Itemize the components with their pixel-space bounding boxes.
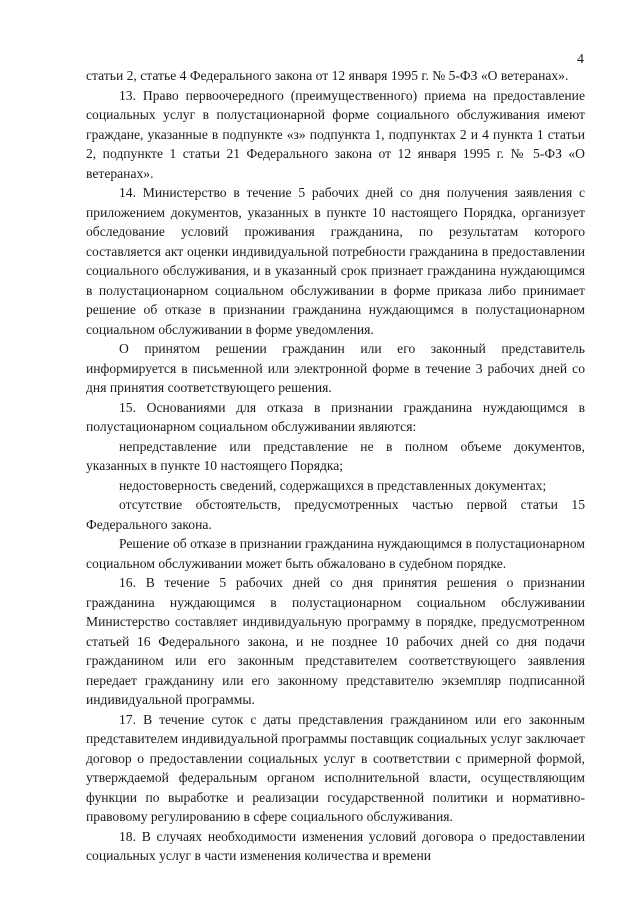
paragraph: непредставление или представление не в полном объеме документов, указанных в пункте 10 настоящего Порядка; <box>86 438 585 473</box>
document-body <box>86 66 585 866</box>
paragraph: отсутствие обстоятельств, предусмотренных частью первой статьи 15 Федерального закона. <box>86 497 585 532</box>
paragraph: 13. Право первоочередного (преимущественного) приема на предоставление социальных услуг в полустационарной форме социального обслуживания имеют граждане, указанные в подпункте «з» подпункта 1, подпунктах 2 и 4 пункта 1 статьи 2, подпункте 1 статьи 21 Федерального закона от 12 января 1995 г. № 5-ФЗ «О ветеранах». <box>86 87 585 181</box>
paragraph: 14. Министерство в течение 5 рабочих дней со дня получения заявления с приложением документов, указанных в пункте 10 настоящего Порядка, организует обследование условий проживания гражданина, по результатам которого составляется акт оценки индивидуальной потребности гражданина в предоставлении социального обслуживания, и в указанный срок признает гражданина нуждающимся в полустационарном социальном обслуживании в форме приказа либо принимает решение об отказе в признании гражданина нуждающимся в полустационарном социальном обслуживании в форме уведомления. <box>86 185 585 337</box>
paragraph: О принятом решении гражданин или его законный представитель информируется в письменной или электронной форме в течение 3 рабочих дней со дня принятия соответствующего решения. <box>86 341 585 395</box>
paragraph: 17. В течение суток с даты представления гражданином или его законным представителем индивидуальной программы поставщик социальных услуг заключает договор о предоставлении социальных услуг в соответствии с примерной формой, утверждаемой федеральным органом исполнительной власти, осуществляющим функции по выработке и реализации государственной политики и нормативно-правовому регулированию в сфере социального обслуживания. <box>86 711 585 824</box>
paragraph: статьи 2, статье 4 Федерального закона от 12 января 1995 г. № 5-ФЗ «О ветеранах». <box>86 68 569 83</box>
paragraph: 15. Основаниями для отказа в признании гражданина нуждающимся в полустационарном социальном обслуживании являются: <box>86 399 585 434</box>
paragraph: недостоверность сведений, содержащихся в представленных документах; <box>119 477 547 493</box>
page-number: 4 <box>577 52 584 67</box>
paragraph: 16. В течение 5 рабочих дней со дня принятия решения о признании гражданина нуждающимся в полустационарном социальном обслуживании Министерство составляет индивидуальную программу в порядке, предусмотренном статьей 16 Федерального закона, и не позднее 10 рабочих дней со дня подачи гражданином или его законным представителем соответствующего заявления передает гражданину или его законному представителю экземпляр подписанной индивидуальной программы. <box>86 575 585 707</box>
paragraph: 18. В случаях необходимости изменения условий договора о предоставлении социальных услуг в части изменения количества и времени <box>86 828 585 863</box>
paragraph: Решение об отказе в признании гражданина нуждающимся в полустационарном социальном обслуживании может быть обжаловано в судебном порядке. <box>86 536 585 571</box>
